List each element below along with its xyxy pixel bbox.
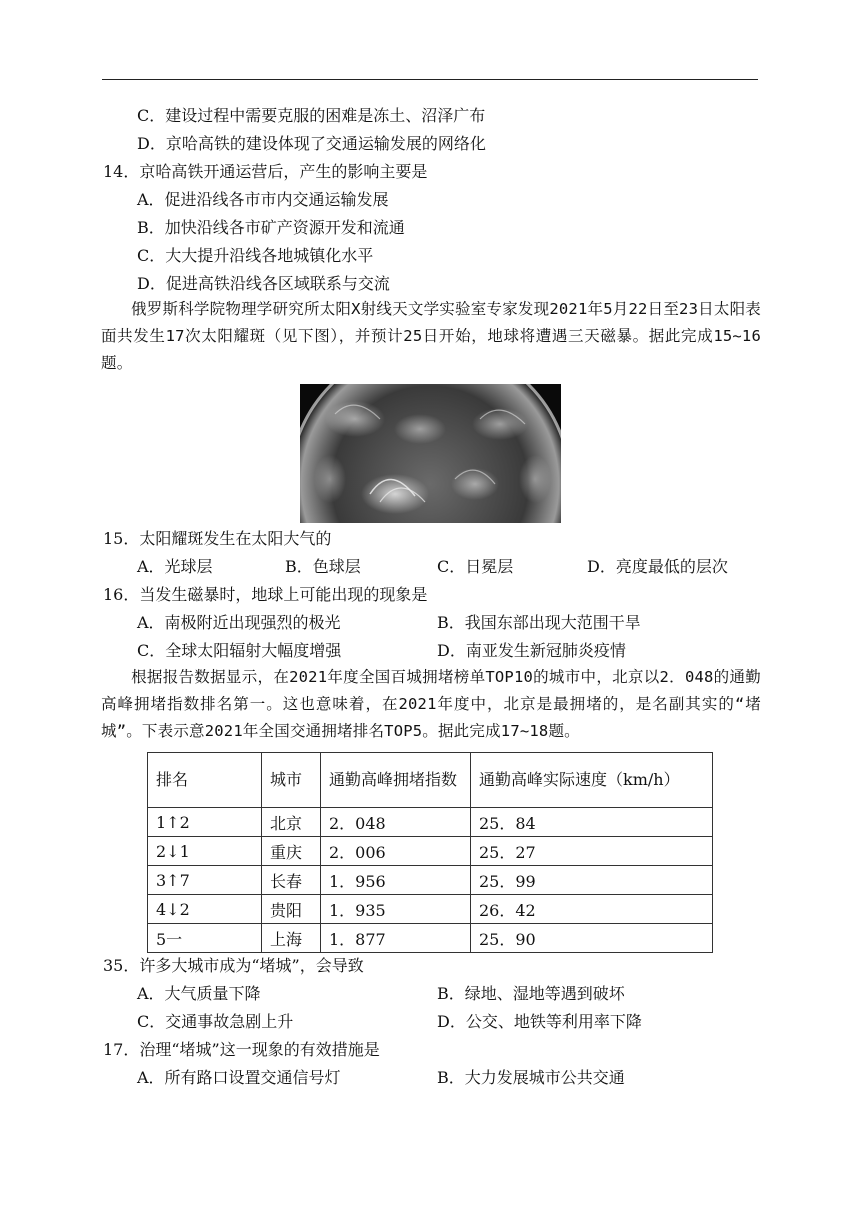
q15-option-d: D．亮度最低的层次 [587, 557, 728, 576]
table-cell-index: 1．877 [321, 924, 471, 953]
passage-solar-flare-text: 俄罗斯科学院物理学研究所太阳X射线天文学实验室专家发现2021年5月22日至23日太阳表面共发生17次太阳耀斑（见下图），并预计25日开始，地球将遭遇三天磁暴。据此完成15~16题。 [101, 300, 761, 372]
table-header-cell: 通勤高峰拥堵指数 [321, 753, 471, 808]
passage-solar-flare [101, 296, 761, 377]
q14-option-d: D．促进高铁沿线各区域联系与交流 [137, 274, 390, 293]
table-cell-speed: 26．42 [471, 895, 713, 924]
q14-option-a: A．促进沿线各市市内交通运输发展 [137, 190, 389, 209]
header-rule [102, 79, 758, 80]
table-header-cell: 排名 [148, 753, 262, 808]
q13-option-c: C．建设过程中需要克服的困难是冻土、沼泽广布 [137, 106, 486, 125]
q35-option-a: A．大气质量下降 [137, 984, 261, 1003]
q16-stem: 16．当发生磁暴时，地球上可能出现的现象是 [103, 585, 428, 604]
q16-option-d: D．南亚发生新冠肺炎疫情 [437, 641, 626, 660]
table-cell-rank: 5一 [148, 924, 262, 953]
table-cell-index: 2．048 [321, 808, 471, 837]
table-cell-speed: 25．27 [471, 837, 713, 866]
table-row [148, 924, 713, 953]
table-row [148, 866, 713, 895]
table-cell-rank: 4↓2 [148, 895, 262, 924]
table-cell-city: 贵阳 [262, 895, 321, 924]
table-cell-rank: 2↓1 [148, 837, 262, 866]
q15-option-a: A．光球层 [137, 557, 213, 576]
q35-option-d: D．公交、地铁等利用率下降 [437, 1012, 642, 1031]
solar-flare-image [300, 384, 561, 523]
q14-stem: 14．京哈高铁开通运营后，产生的影响主要是 [103, 162, 428, 181]
table-cell-city: 上海 [262, 924, 321, 953]
table-cell-city: 北京 [262, 808, 321, 837]
passage-congestion [101, 664, 761, 745]
table-cell-city: 重庆 [262, 837, 321, 866]
table-header-cell: 城市 [262, 753, 321, 808]
table-header-cell: 通勤高峰实际速度（km/h） [471, 753, 713, 808]
q14-option-b: B．加快沿线各市矿产资源开发和流通 [137, 218, 405, 237]
table-cell-index: 2．006 [321, 837, 471, 866]
table-cell-rank: 3↑7 [148, 866, 262, 895]
q15-stem: 15．太阳耀斑发生在太阳大气的 [103, 529, 332, 548]
q35-stem: 35．许多大城市成为“堵城”，会导致 [103, 956, 364, 975]
q35-option-b: B．绿地、湿地等遇到破坏 [437, 984, 625, 1003]
sun-illustration [300, 384, 561, 523]
table-row [148, 837, 713, 866]
q16-option-c: C．全球太阳辐射大幅度增强 [137, 641, 342, 660]
table-row [148, 895, 713, 924]
table-cell-city: 长春 [262, 866, 321, 895]
q35-option-c: C．交通事故急剧上升 [137, 1012, 294, 1031]
table-cell-index: 1．956 [321, 866, 471, 895]
q17-stem: 17．治理“堵城”这一现象的有效措施是 [103, 1040, 380, 1059]
congestion-ranking-table [147, 752, 713, 953]
q14-option-c: C．大大提升沿线各地城镇化水平 [137, 246, 374, 265]
table-row [148, 808, 713, 837]
table-header-row [148, 753, 713, 808]
table-cell-rank: 1↑2 [148, 808, 262, 837]
q17-option-b: B．大力发展城市公共交通 [437, 1068, 625, 1087]
q16-option-b: B．我国东部出现大范围干旱 [437, 613, 641, 632]
table-cell-speed: 25．99 [471, 866, 713, 895]
passage-congestion-text: 根据报告数据显示，在2021年度全国百城拥堵榜单TOP10的城市中，北京以2．048的通勤高峰拥堵指数排名第一。这也意味着，在2021年度中，北京是最拥堵的，是名副其实的“堵城”。下表示意2021年全国交通拥堵排名TOP5。据此完成17~18题。 [101, 668, 761, 740]
q15-option-b: B．色球层 [285, 557, 361, 576]
table-cell-speed: 25．84 [471, 808, 713, 837]
table-cell-index: 1．935 [321, 895, 471, 924]
q17-option-a: A．所有路口设置交通信号灯 [137, 1068, 341, 1087]
table-cell-speed: 25．90 [471, 924, 713, 953]
q13-option-d: D．京哈高铁的建设体现了交通运输发展的网络化 [137, 134, 486, 153]
q16-option-a: A．南极附近出现强烈的极光 [137, 613, 341, 632]
q15-option-c: C．日冕层 [437, 557, 514, 576]
